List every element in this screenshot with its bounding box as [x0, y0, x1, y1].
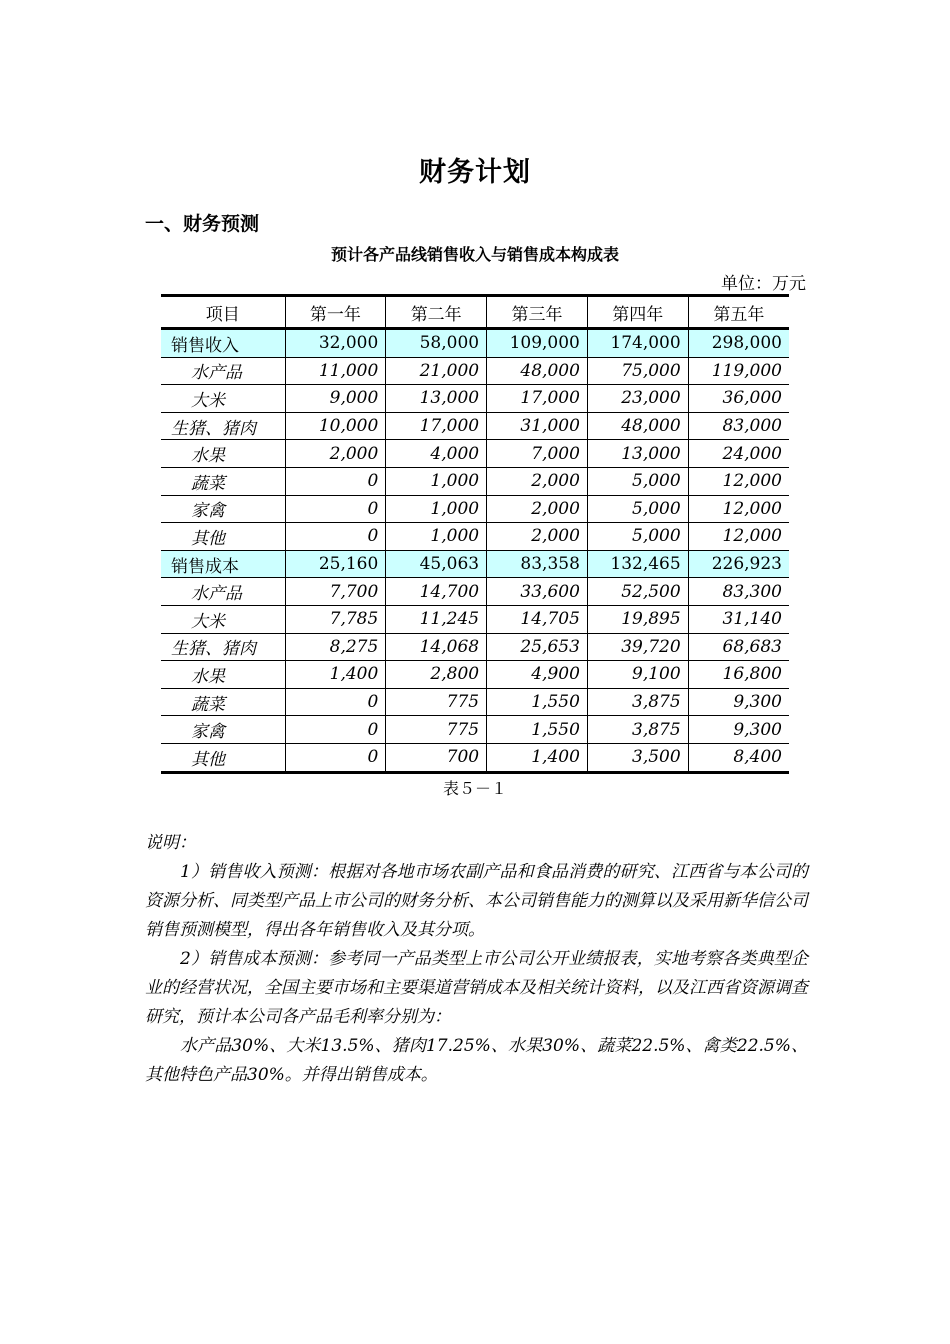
table-cell: 11,000 [285, 357, 386, 385]
table-cell: 0 [285, 523, 386, 551]
table-cell: 14,705 [487, 605, 588, 633]
row-label: 生猪、猪肉 [161, 412, 285, 440]
table-cell: 174,000 [587, 329, 688, 358]
table-cell: 109,000 [487, 329, 588, 358]
section-heading: 一、财务预测 [145, 213, 260, 235]
column-header: 项目 [161, 296, 285, 329]
table-row [161, 495, 789, 523]
table-cell: 21,000 [386, 357, 487, 385]
table-cell: 17,000 [487, 385, 588, 413]
table-cell: 24,000 [688, 440, 789, 468]
table-row [161, 357, 789, 385]
table-cell: 83,358 [487, 550, 588, 578]
table-row [161, 467, 789, 495]
notes-heading: 说明： [145, 833, 196, 853]
table-cell: 12,000 [688, 495, 789, 523]
table-cell: 32,000 [285, 329, 386, 358]
table-cell: 83,000 [688, 412, 789, 440]
table-cell: 52,500 [587, 578, 688, 606]
table-cell: 1,550 [487, 716, 588, 744]
table-cell: 12,000 [688, 523, 789, 551]
table-cell: 4,900 [487, 661, 588, 689]
column-header: 第二年 [386, 296, 487, 329]
table-cell: 12,000 [688, 467, 789, 495]
table-cell: 1,400 [487, 743, 588, 772]
financial-table-container [161, 294, 789, 774]
table-row [161, 385, 789, 413]
row-label: 水产品 [161, 357, 285, 385]
table-body [161, 329, 789, 773]
table-cell: 2,800 [386, 661, 487, 689]
row-label: 蔬菜 [161, 467, 285, 495]
table-cell: 9,100 [587, 661, 688, 689]
table-row [161, 412, 789, 440]
row-label: 蔬菜 [161, 688, 285, 716]
table-cell: 13,000 [587, 440, 688, 468]
table-cell: 0 [285, 743, 386, 772]
table-cell: 3,500 [587, 743, 688, 772]
table-cell: 700 [386, 743, 487, 772]
table-cell: 7,785 [285, 605, 386, 633]
table-total-row [161, 550, 789, 578]
table-cell: 23,000 [587, 385, 688, 413]
table-cell: 31,140 [688, 605, 789, 633]
table-row [161, 523, 789, 551]
table-cell: 8,400 [688, 743, 789, 772]
row-label: 生猪、猪肉 [161, 633, 285, 661]
row-label: 其他 [161, 523, 285, 551]
table-cell: 83,300 [688, 578, 789, 606]
table-cell: 25,653 [487, 633, 588, 661]
table-cell: 17,000 [386, 412, 487, 440]
row-label: 其他 [161, 743, 285, 772]
table-cell: 75,000 [587, 357, 688, 385]
table-cell: 14,700 [386, 578, 487, 606]
table-cell: 13,000 [386, 385, 487, 413]
table-cell: 119,000 [688, 357, 789, 385]
table-cell: 3,875 [587, 716, 688, 744]
table-cell: 11,245 [386, 605, 487, 633]
table-row [161, 440, 789, 468]
row-label: 水果 [161, 661, 285, 689]
table-cell: 0 [285, 495, 386, 523]
table-cell: 9,300 [688, 716, 789, 744]
column-header: 第四年 [587, 296, 688, 329]
table-cell: 1,400 [285, 661, 386, 689]
table-cell: 16,800 [688, 661, 789, 689]
table-cell: 2,000 [487, 495, 588, 523]
table-cell: 2,000 [487, 523, 588, 551]
unit-label: 单位：万元 [721, 274, 806, 294]
table-row [161, 661, 789, 689]
table-cell: 1,000 [386, 495, 487, 523]
row-label: 销售收入 [161, 329, 285, 358]
table-cell: 5,000 [587, 523, 688, 551]
table-cell: 3,875 [587, 688, 688, 716]
table-cell: 10,000 [285, 412, 386, 440]
table-cell: 14,068 [386, 633, 487, 661]
table-row [161, 605, 789, 633]
table-cell: 19,895 [587, 605, 688, 633]
table-cell: 45,063 [386, 550, 487, 578]
table-row [161, 716, 789, 744]
table-cell: 58,000 [386, 329, 487, 358]
table-cell: 5,000 [587, 467, 688, 495]
table-cell: 36,000 [688, 385, 789, 413]
table-cell: 0 [285, 467, 386, 495]
table-cell: 9,000 [285, 385, 386, 413]
table-cell: 31,000 [487, 412, 588, 440]
note-paragraph: 1）销售收入预测：根据对各地市场农副产品和食品消费的研究、江西省与本公司的资源分析、同类型产品上市公司的财务分析、本公司销售能力的测算以及采用新华信公司销售预测模型，得出各年销售收入及其分项。 [145, 862, 808, 940]
table-row [161, 633, 789, 661]
column-header: 第一年 [285, 296, 386, 329]
table-cell: 1,000 [386, 523, 487, 551]
table-cell: 7,700 [285, 578, 386, 606]
row-label: 大米 [161, 385, 285, 413]
note-paragraph: 2）销售成本预测：参考同一产品类型上市公司公开业绩报表，实地考察各类典型企业的经营状况，全国主要市场和主要渠道营销成本及相关统计资料，以及江西省资源调查研究，预计本公司各产品毛利率分别为： [145, 949, 808, 1027]
table-row [161, 688, 789, 716]
table-cell: 2,000 [487, 467, 588, 495]
table-cell: 9,300 [688, 688, 789, 716]
table-cell: 48,000 [487, 357, 588, 385]
table-cell: 5,000 [587, 495, 688, 523]
table-caption: 表５－１ [442, 779, 507, 798]
table-cell: 1,550 [487, 688, 588, 716]
table-title: 预计各产品线销售收入与销售成本构成表 [330, 245, 619, 264]
table-cell: 39,720 [587, 633, 688, 661]
table-cell: 8,275 [285, 633, 386, 661]
financial-table [161, 294, 789, 774]
table-cell: 0 [285, 688, 386, 716]
table-cell: 132,465 [587, 550, 688, 578]
page-title: 财务计划 [419, 157, 531, 188]
table-cell: 226,923 [688, 550, 789, 578]
row-label: 家禽 [161, 495, 285, 523]
table-cell: 2,000 [285, 440, 386, 468]
row-label: 水果 [161, 440, 285, 468]
table-total-row [161, 329, 789, 358]
table-cell: 4,000 [386, 440, 487, 468]
table-cell: 33,600 [487, 578, 588, 606]
note-paragraph: 水产品30%、大米13.5%、猪肉17.25%、水果30%、蔬菜22.5%、禽类22.5%、其他特色产品30%。并得出销售成本。 [145, 1036, 808, 1085]
table-row [161, 578, 789, 606]
row-label: 家禽 [161, 716, 285, 744]
row-label: 大米 [161, 605, 285, 633]
column-header: 第五年 [688, 296, 789, 329]
table-row [161, 743, 789, 772]
table-cell: 68,683 [688, 633, 789, 661]
table-cell: 298,000 [688, 329, 789, 358]
row-label: 销售成本 [161, 550, 285, 578]
table-cell: 7,000 [487, 440, 588, 468]
table-cell: 25,160 [285, 550, 386, 578]
table-cell: 1,000 [386, 467, 487, 495]
column-header: 第三年 [487, 296, 588, 329]
table-header-row [161, 296, 789, 329]
row-label: 水产品 [161, 578, 285, 606]
table-cell: 48,000 [587, 412, 688, 440]
notes-section [145, 829, 808, 1090]
table-cell: 775 [386, 688, 487, 716]
table-cell: 0 [285, 716, 386, 744]
table-cell: 775 [386, 716, 487, 744]
